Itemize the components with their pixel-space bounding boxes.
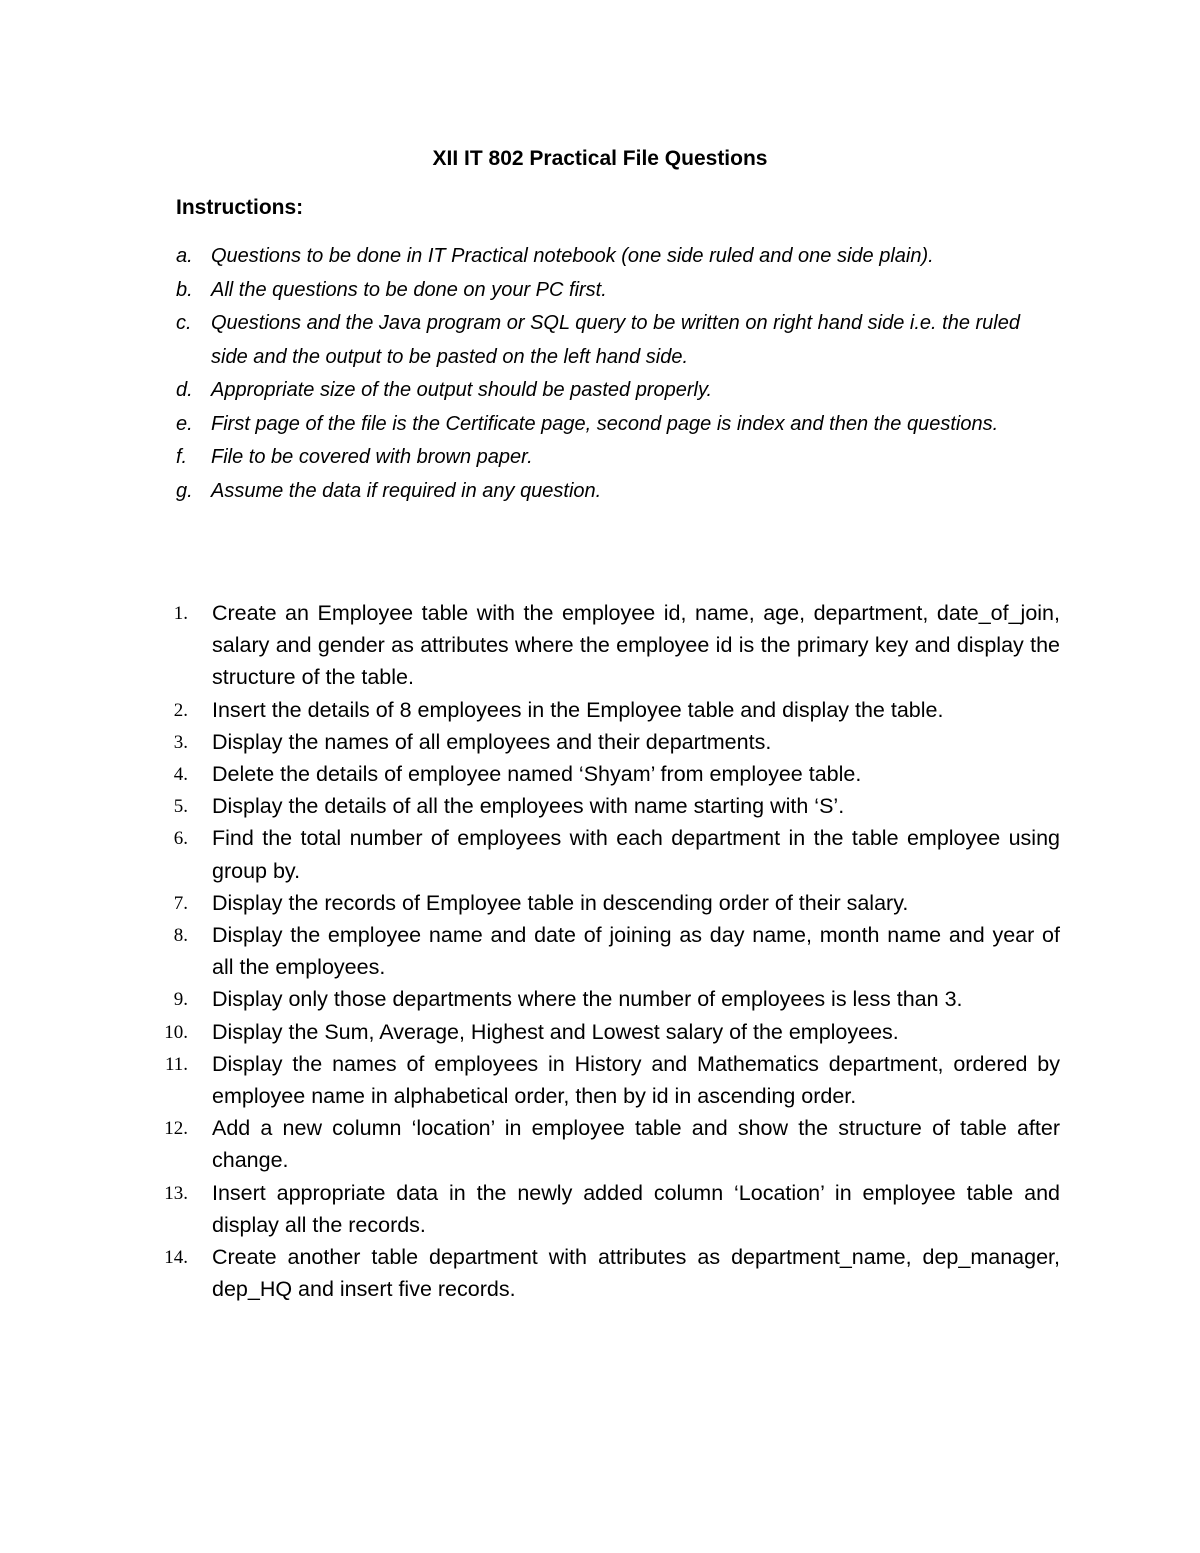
instruction-text: All the questions to be done on your PC first. [211, 278, 607, 301]
question-item [150, 597, 1060, 694]
question-number: 2. [173, 699, 188, 721]
instruction-marker: d. [176, 379, 193, 401]
instruction-item [176, 240, 1056, 274]
question-text: Delete the details of employee named ‘Shyam’ from employee table. [212, 762, 862, 787]
question-text: Display the names of all employees and their departments. [212, 729, 772, 754]
question-item [150, 1177, 1060, 1241]
instruction-text: First page of the file is the Certificate page, second page is index and then the questions. [211, 412, 999, 435]
instruction-marker: g. [176, 479, 193, 502]
question-item [150, 1112, 1060, 1176]
page-title: XII IT 802 Practical File Questions [432, 147, 768, 170]
question-number: 11. [164, 1053, 188, 1075]
question-text: Insert appropriate data in the newly added column ‘Location’ in employee table and display all the records. [212, 1180, 1060, 1237]
question-item [150, 1016, 1060, 1048]
question-number: 12. [164, 1118, 188, 1140]
question-text: Add a new column ‘location’ in employee table and show the structure of table after change. [212, 1116, 1060, 1173]
question-text: Create another table department with attributes as department_name, dep_manager, dep_HQ and insert five records. [212, 1245, 1060, 1302]
question-item [150, 790, 1060, 822]
instruction-item [176, 374, 1056, 408]
instruction-marker: f. [176, 446, 188, 468]
question-number: 14. [164, 1247, 188, 1269]
question-item [150, 919, 1060, 983]
question-number: 4. [173, 764, 188, 786]
question-item [150, 726, 1060, 758]
question-text: Display the employee name and date of joining as day name, month name and year of all the employees. [212, 923, 1060, 980]
question-number: 9. [173, 989, 188, 1011]
instruction-text: File to be covered with brown paper. [211, 446, 533, 468]
question-text: Find the total number of employees with each department in the table employee using group by. [212, 826, 1060, 883]
question-text: Display the details of all the employees with name starting with ‘S’. [212, 794, 845, 819]
question-number: 7. [173, 892, 188, 914]
instruction-item [176, 475, 1056, 509]
question-item [150, 983, 1060, 1015]
instructions-heading: Instructions: [176, 196, 304, 219]
instruction-text: Questions and the Java program or SQL query to be written on right hand side i.e. the ruled side and the output to be pasted on the left hand side. [211, 312, 1020, 368]
instruction-text: Appropriate size of the output should be pasted properly. [211, 379, 713, 401]
question-number: 3. [173, 731, 188, 753]
question-item [150, 758, 1060, 790]
question-text: Display the Sum, Average, Highest and Lowest salary of the employees. [212, 1019, 899, 1044]
question-item [150, 1241, 1060, 1305]
question-item [150, 822, 1060, 886]
question-number: 5. [173, 796, 188, 818]
question-number: 10. [164, 1021, 188, 1043]
questions-list [150, 597, 1060, 1305]
question-text: Display the names of employees in History and Mathematics department, ordered by employee name in alphabetical order, then by id in ascending order. [212, 1051, 1060, 1109]
instruction-text: Questions to be done in IT Practical notebook (one side ruled and one side plain). [211, 245, 934, 267]
question-item [150, 1048, 1060, 1112]
question-number: 1. [173, 603, 188, 624]
instruction-item [176, 307, 1056, 374]
question-text: Insert the details of 8 employees in the Employee table and display the table. [212, 697, 944, 722]
instruction-text: Assume the data if required in any question. [211, 479, 602, 502]
instruction-marker: c. [176, 312, 192, 334]
instruction-marker: b. [176, 278, 193, 301]
instruction-marker: e. [176, 412, 193, 435]
instructions-list [176, 240, 1056, 508]
instruction-item [176, 408, 1056, 442]
question-number: 13. [164, 1182, 188, 1204]
instruction-item [176, 441, 1056, 475]
instruction-item [176, 274, 1056, 308]
question-number: 6. [173, 828, 188, 850]
question-item [150, 887, 1060, 919]
instruction-marker: a. [176, 245, 193, 267]
question-text: Display only those departments where the number of employees is less than 3. [212, 987, 963, 1012]
question-text: Create an Employee table with the employee id, name, age, department, date_of_join, salary and gender as attributes where the employee id is the primary key and display the structure of the table. [212, 601, 1060, 690]
question-text: Display the records of Employee table in descending order of their salary. [212, 890, 909, 915]
question-item [150, 694, 1060, 726]
question-number: 8. [173, 925, 188, 947]
